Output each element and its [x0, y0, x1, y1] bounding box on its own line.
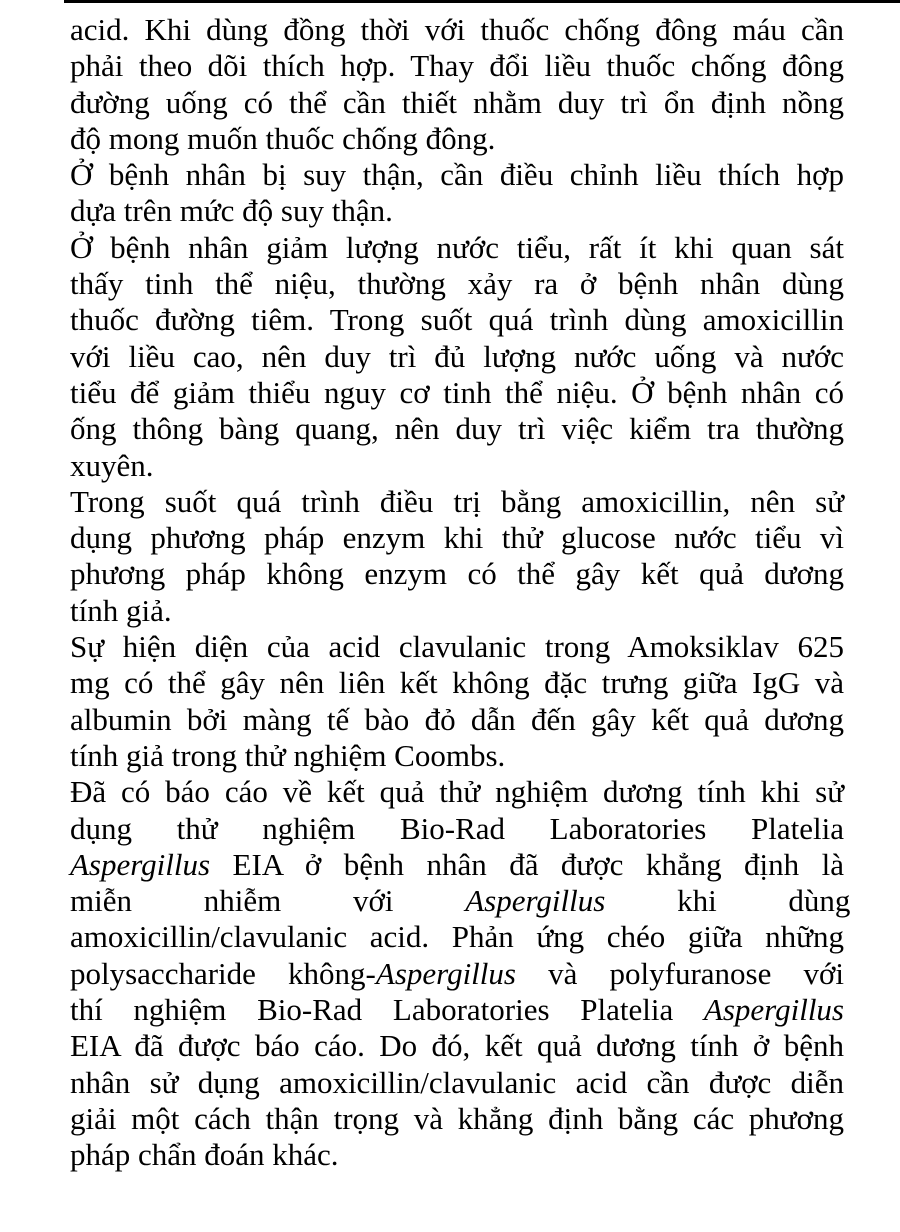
- text-line: độ mong muốn thuốc chống đông.: [70, 120, 496, 156]
- text-run: khi dùng: [605, 883, 851, 919]
- text-line: mg có thể gây nên liên kết không đặc trưng giữa IgG và: [70, 665, 844, 701]
- text-run: miễn nhiễm với: [70, 883, 466, 919]
- text-line: thấy tinh thể niệu, thường xảy ra ở bệnh nhân dùng: [70, 266, 844, 302]
- text-line: thuốc đường tiêm. Trong suốt quá trình dùng amoxicillin: [70, 302, 844, 338]
- text-line: Đã có báo cáo về kết quả thử nghiệm dương tính khi sử: [70, 774, 844, 810]
- text-line: Sự hiện diện của acid clavulanic trong Amoksiklav 625: [70, 629, 844, 665]
- paragraph-renal: [70, 157, 844, 230]
- text-line: EIA đã được báo cáo. Do đó, kết quả dương tính ở bệnh: [70, 1028, 844, 1064]
- text-line: acid. Khi dùng đồng thời với thuốc chống đông máu cần: [70, 12, 844, 47]
- text-run: và polyfuranose với: [515, 955, 845, 991]
- italic-term: Aspergillus: [70, 846, 211, 882]
- text-line: [70, 883, 851, 919]
- italic-term: Aspergillus: [703, 992, 844, 1028]
- text-line: tính giả.: [70, 592, 172, 628]
- top-rule: [64, 0, 900, 3]
- paragraph-coombs: [70, 629, 844, 774]
- text-line: phải theo dõi thích hợp. Thay đổi liều thuốc chống đông: [70, 48, 844, 84]
- text-line: [70, 992, 844, 1028]
- text-line: Ở bệnh nhân giảm lượng nước tiểu, rất ít khi quan sát: [70, 229, 844, 265]
- text-line: Trong suốt quá trình điều trị bằng amoxicillin, nên sử: [70, 483, 844, 519]
- text-line: giải một cách thận trọng và khẳng định bằng các phương: [70, 1100, 844, 1136]
- text-line: amoxicillin/clavulanic acid. Phản ứng chéo giữa những: [70, 919, 844, 955]
- text-line: với liều cao, nên duy trì đủ lượng nước uống và nước: [70, 338, 844, 374]
- text-line: albumin bởi màng tế bào đỏ dẫn đến gây kết quả dương: [70, 701, 844, 737]
- paragraph-anticoagulant: [70, 12, 844, 157]
- paragraph-glucose-test: [70, 484, 844, 629]
- document-page: [70, 12, 851, 1174]
- text-line: [70, 847, 844, 883]
- text-line: dụng phương pháp enzym khi thử glucose nước tiểu vì: [70, 520, 844, 556]
- paragraph-aspergillus: [70, 774, 851, 1173]
- text-line: [70, 956, 844, 992]
- text-line: tiểu để giảm thiểu nguy cơ tinh thể niệu. Ở bệnh nhân có: [70, 374, 844, 410]
- text-run: thí nghiệm Bio-Rad Laboratories Platelia: [70, 992, 704, 1028]
- text-line: đường uống có thể cần thiết nhằm duy trì ổn định nồng: [70, 84, 844, 120]
- text-line: dựa trên mức độ suy thận.: [70, 193, 393, 229]
- text-run: polysaccharide không-: [70, 955, 376, 991]
- text-line: tính giả trong thử nghiệm Coombs.: [70, 737, 506, 773]
- text-line: phương pháp không enzym có thể gây kết quả dương: [70, 556, 844, 592]
- text-line: Ở bệnh nhân bị suy thận, cần điều chỉnh liều thích hợp: [70, 157, 844, 193]
- text-line: xuyên.: [70, 447, 154, 483]
- text-line: pháp chẩn đoán khác.: [70, 1137, 339, 1173]
- text-line: dụng thử nghiệm Bio-Rad Laboratories Platelia: [70, 810, 844, 846]
- text-run: EIA ở bệnh nhân đã được khẳng định là: [210, 846, 844, 882]
- italic-term: Aspergillus: [465, 883, 606, 919]
- text-line: nhân sử dụng amoxicillin/clavulanic acid cần được diễn: [70, 1064, 844, 1100]
- text-line: ống thông bàng quang, nên duy trì việc kiểm tra thường: [70, 411, 844, 447]
- paragraph-crystalluria: [70, 230, 844, 484]
- italic-term: Aspergillus: [375, 955, 516, 991]
